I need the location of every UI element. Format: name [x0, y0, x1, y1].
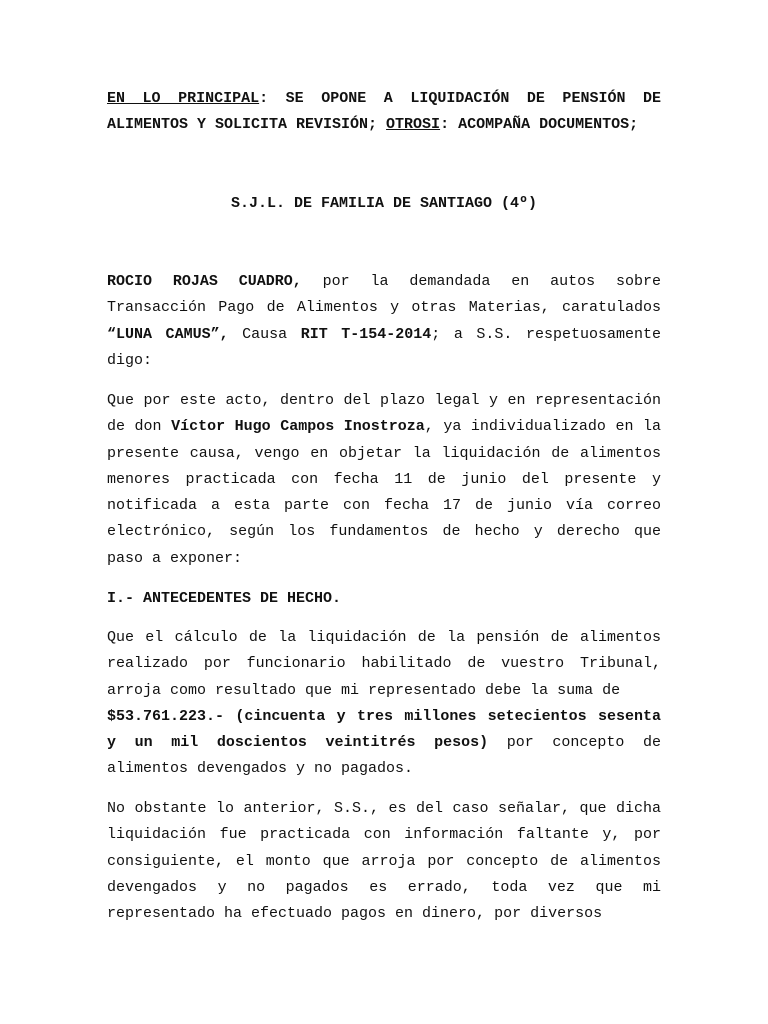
para1-text-2: , ya individualizado en la presente causa, vengo en objetar la liquidación de alimentos menores practicada con fecha 11 de junio del presente y notificada a esta parte con fecha 17 de junio vía correo electrónico, según los fundamentos de hecho y derecho que paso a exponer: [107, 418, 661, 567]
otrosi-text: : ACOMPAÑA DOCUMENTOS; [440, 116, 639, 134]
para3-text: No obstante lo anterior, S.S., es del caso señalar, que dicha liquidación fue practicada con información faltante y, por consiguiente, el monto que arroja por concepto de alimentos devengados y no pagados es errado, toda vez que mi representado ha efectuado pagos en dinero, por diversos [107, 800, 661, 923]
intro-text-3: ; a S.S. respetuosamente digo: [107, 325, 661, 369]
paragraph-objection [107, 796, 661, 927]
rit-number: RIT T-154-2014 [300, 325, 432, 343]
paragraph-amount [107, 625, 661, 783]
principal-text: : SE OPONE A LIQUIDACIÓN DE PENSIÓN DE ALIMENTOS Y SOLICITA REVISIÓN; [107, 90, 661, 134]
para2-text-1: Que el cálculo de la liquidación de la pensión de alimentos realizado por funcionario habilitado de vuestro Tribunal, arroja como resultado que mi representado debe la suma de [107, 629, 661, 699]
intro-paragraph [107, 269, 661, 374]
represented-person: Víctor Hugo Campos Inostroza [171, 418, 425, 436]
document-heading [107, 86, 661, 139]
para2-text-2: por concepto de alimentos devengados y no pagados. [107, 734, 661, 778]
amount-line-1: $53.761.223.- (cincuenta y tres millones setecientos sesenta [107, 707, 661, 725]
intro-text-2: Causa [228, 325, 301, 343]
paragraph-representation [107, 388, 661, 572]
case-name: “LUNA CAMUS”, [107, 325, 229, 343]
section-1-title: I.- ANTECEDENTES DE HECHO. [107, 590, 342, 607]
section-title [107, 586, 661, 612]
para1-text-1: Que por este acto, dentro del plazo legal y en representación de don [107, 392, 661, 436]
court-title: S.J.L. DE FAMILIA DE SANTIAGO (4º) [230, 195, 538, 212]
amount-line-2: y un mil doscientos veintitrés pesos) [107, 734, 489, 752]
intro-text-1: por la demandada en autos sobre Transacción Pago de Alimentos y otras Materias, caratulados [107, 273, 662, 317]
plaintiff-name: ROCIO ROJAS CUADRO, [107, 273, 302, 290]
otrosi-label: OTROSI [386, 116, 441, 134]
principal-label: EN LO PRINCIPAL [107, 90, 260, 107]
